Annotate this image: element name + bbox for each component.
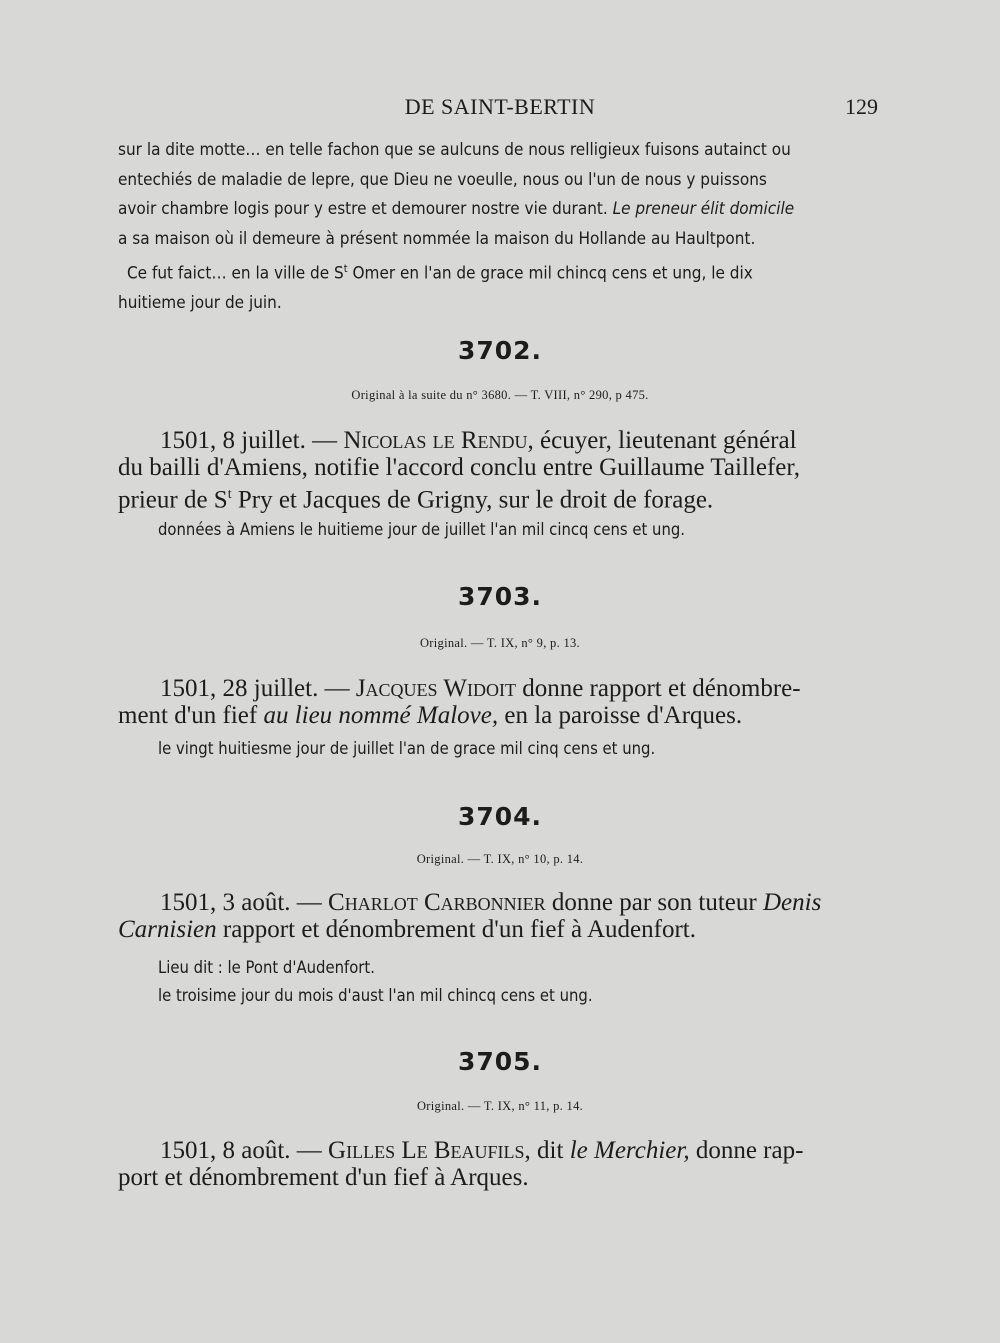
text-span: avoir chambre logis pour y estre et demourer nostre vie durant. [118, 199, 608, 219]
date-span: 1501, 8 août. — [160, 1137, 329, 1164]
entry-number: 3704. [457, 802, 543, 831]
entry-summary [118, 427, 880, 513]
italic-span: Denis [762, 889, 822, 916]
text-line: a sa maison où il demeure à présent nommée la maison du Hollande au Haultpont. [118, 228, 756, 249]
entry-quote [158, 735, 806, 763]
italic-span: Le preneur élit domicile [612, 199, 795, 219]
superscript: t [343, 262, 348, 275]
text-span: donne rapport et dénombre- [515, 675, 801, 702]
quote-line: le troisime jour du mois d'aust l'an mil chincq cens et ung. [158, 986, 593, 1005]
text-span: prieur de S [118, 486, 228, 514]
text-line: du bailli d'Amiens, notifie l'accord conclu entre Guillaume Taillefer, [118, 454, 800, 481]
entry-source: Original. — T. IX, n° 11, p. 14. [416, 1099, 584, 1113]
entry-source: Original à la suite du n° 3680. — T. VIII, n° 290, p 475. [351, 388, 649, 402]
entry-quote [158, 516, 806, 544]
text-line: sur la dite motte… en telle fachon que se aulcuns de nous relligieux fuisons autainct ou [118, 140, 791, 160]
person-name: Charlot Carbonnier [328, 889, 546, 916]
text-span: Ce fut faict… en la ville de S [127, 263, 344, 284]
text-line [118, 195, 879, 225]
superscript: t [227, 487, 232, 502]
entry-number: 3702. [457, 336, 543, 365]
text-span: donne par son tuteur [545, 889, 763, 916]
quote-line: Lieu dit : le Pont d'Audenfort. [158, 958, 375, 977]
running-title: DE SAINT-BERTIN [404, 94, 596, 119]
text-span: ment d'un fief [118, 702, 264, 729]
text-span: donne rap- [689, 1137, 804, 1164]
text-span: Omer en l'an de grace mil chincq cens et ung, le dix [347, 263, 753, 284]
continuation-text [118, 136, 879, 319]
person-name: Gilles Le Beaufils [328, 1137, 525, 1164]
entry-source: Original. — T. IX, n° 10, p. 14. [416, 852, 584, 866]
text-span: en la paroisse d'Arques. [498, 702, 743, 729]
entry-number: 3703. [457, 582, 543, 611]
text-span: rapport et dénombrement d'un fief à Audenfort. [216, 916, 696, 943]
page-header [120, 94, 880, 124]
person-name: Jacques Widoit [355, 675, 516, 702]
entry-summary [118, 1137, 880, 1191]
text-span: , dit [524, 1137, 570, 1164]
italic-span: Carnisien [118, 916, 217, 943]
text-line [118, 254, 879, 289]
entry-summary [118, 889, 880, 943]
quote-line: le vingt huitiesme jour de juillet l'an de grace mil cinq cens et ung. [158, 739, 656, 758]
page-number: 129 [845, 94, 878, 119]
italic-span: au lieu nommé Malove, [263, 702, 499, 729]
entry-summary [118, 675, 880, 729]
person-name: Nicolas le Rendu [343, 427, 528, 454]
italic-span: le Merchier, [569, 1137, 690, 1164]
entry-number: 3705. [457, 1047, 543, 1076]
entry-quote [158, 954, 806, 1010]
text-span: Pry et Jacques de Grigny, sur le droit de forage. [231, 486, 714, 514]
date-span: 1501, 8 juillet. — [160, 427, 344, 454]
quote-line: données à Amiens le huitieme jour de juillet l'an mil cincq cens et ung. [158, 520, 686, 539]
text-line: port et dénombrement d'un fief à Arques. [118, 1164, 529, 1191]
date-span: 1501, 3 août. — [160, 889, 329, 916]
date-span: 1501, 28 juillet. — [160, 675, 356, 702]
entry-source: Original. — T. IX, n° 9, p. 13. [419, 636, 580, 650]
text-line: entechiés de maladie de lepre, que Dieu ne voeulle, nous ou l'un de nous y puissons [118, 169, 767, 190]
text-span: , écuyer, lieutenant général [527, 427, 797, 454]
text-line: huitieme jour de juin. [118, 293, 282, 314]
